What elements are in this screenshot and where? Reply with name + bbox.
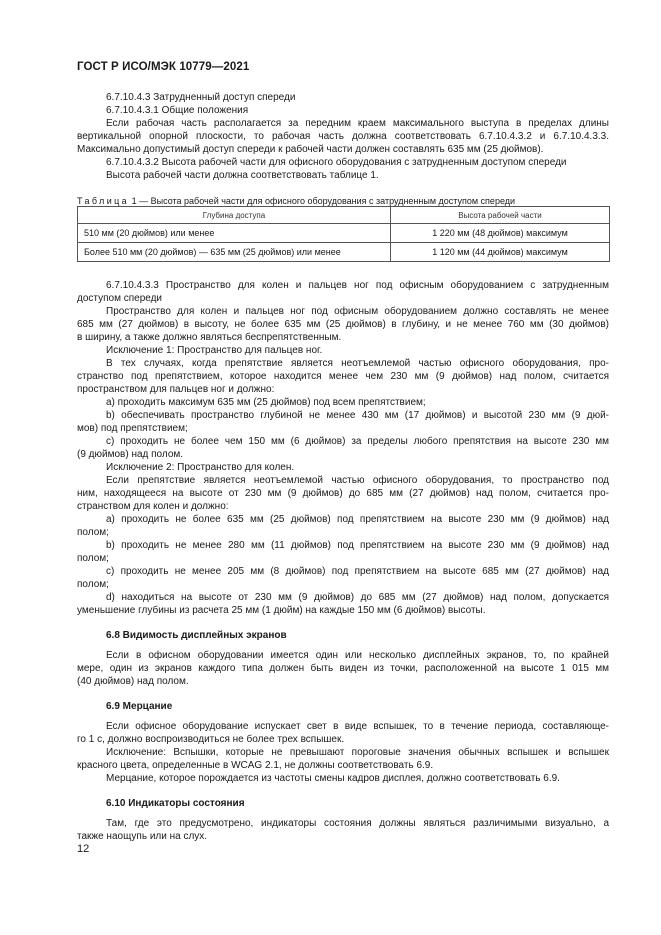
table-cell: 510 мм (20 дюймов) или менее [78, 224, 391, 243]
text-line: Если в офисном оборудовании имеется один или несколько дисплейных экранов, то, по крайней [106, 650, 609, 661]
text-line: Мерцание, которое порождается из частоты смены кадров дисплея, должно соответствовать 6.9. [106, 773, 560, 784]
text-line: также наощупь или на слух. [77, 831, 208, 842]
table-header-row [78, 207, 610, 224]
text-line: Высота рабочей части должна соответствовать таблице 1. [106, 170, 379, 181]
text-line: полом; [77, 553, 109, 564]
text-line: Если препятствие является неотъемлемой частью офисного оборудования, то пространство под [106, 475, 609, 486]
text-line: странством для колен и должно: [77, 501, 229, 512]
table-header-cell: Высота рабочей части [391, 207, 610, 224]
text-line: мере, один из экранов каждого типа должен быть виден из точки, расположенной на высоте 1 015 мм [77, 663, 609, 674]
table-caption-text: 1 — Высота рабочей части для офисного оборудования с затрудненным доступом спереди [131, 196, 516, 206]
document-header: ГОСТ Р ИСО/МЭК 10779—2021 [77, 61, 250, 73]
section-heading: 6.10 Индикаторы состояния [106, 798, 245, 809]
table-row [78, 224, 610, 243]
section-heading: 6.8 Видимость дисплейных экранов [106, 630, 287, 641]
text-line: Исключение 1: Пространство для пальцев ног. [106, 345, 323, 356]
list-item: c) проходить не менее 205 мм (8 дюймов) под препятствием на высоте 685 мм (27 дюймов) над [106, 566, 609, 577]
text-line: доступом спереди [77, 293, 163, 304]
text-line: в ширину, а также должно являться беспрепятственным. [77, 332, 342, 343]
text-line: Исключение: Вспышки, которые не превышают пороговые значения обычных вспышек и вспышек [106, 747, 609, 758]
list-item: d) находиться на высоте от 230 мм (9 дюймов) до 685 мм (27 дюймов) над полом, допускается [106, 592, 609, 603]
text-line: вертикальной опорной плоскости, то рабочая часть должна соответствовать 6.7.10.4.3.2 и 6.7.10.4.3.3. [77, 131, 609, 142]
list-item: b) проходить не менее 280 мм (11 дюймов) под препятствием на высоте 230 мм (9 дюймов) над [106, 540, 609, 551]
text-line: Там, где это предусмотрено, индикаторы состояния должны являться различимыми визуально, а [106, 818, 609, 829]
text-line: странство под препятствием, которое находится менее чем 230 мм (9 дюймов) над полом, считается [77, 371, 609, 382]
text-line: красного цвета, определенные в WCAG 2.1, не должны соответствовать 6.9. [77, 760, 434, 771]
subsection-heading: 6.7.10.4.3.3 Пространство для колен и пальцев ног под офисным оборудованием с затрудненным [106, 280, 609, 291]
text-line: Если рабочая часть располагается за передним краем максимального выступа в пределах длины [106, 118, 609, 129]
table-caption-word: Таблица [77, 196, 130, 206]
text-line: полом; [77, 579, 109, 590]
text-line: В тех случаях, когда препятствие является неотъемлемой частью офисного оборудования, про- [106, 358, 609, 369]
text-line: го 1 с, должно воспроизводиться не более трех вспышек. [77, 734, 345, 745]
text-line: пространством для пальцев ног и должно: [77, 384, 275, 395]
text-line: ним, находящееся на высоте от 230 мм (9 дюймов) до 685 мм (27 дюймов) над полом, считается про- [77, 488, 609, 499]
text-line: мов) под препятствием; [77, 423, 188, 434]
text-line: Максимально допустимый доступ спереди к рабочей части должен составлять 635 мм (25 дюймов). [77, 144, 544, 155]
text-line: Пространство для колен и пальцев ног под офисным оборудованием должно составлять не менее [106, 306, 609, 317]
text-line: 685 мм (27 дюймов) в высоту, не более 635 мм (25 дюймов) в глубину, и не менее 760 мм (30 дюймов) [77, 319, 609, 330]
table-caption [77, 196, 515, 206]
table-cell: 1 120 мм (44 дюймов) максимум [391, 243, 610, 262]
table-cell: Более 510 мм (20 дюймов) — 635 мм (25 дюймов) или менее [78, 243, 391, 262]
text-line: Если офисное оборудование испускает свет в виде вспышек, то в течение периода, составляюще- [106, 721, 609, 732]
height-table [77, 206, 610, 262]
table-cell: 1 220 мм (48 дюймов) максимум [391, 224, 610, 243]
text-line: (9 дюймов) над полом. [77, 449, 184, 460]
page-number: 12 [77, 843, 90, 855]
table-row [78, 243, 610, 262]
text-line: уменьшение глубины из расчета 25 мм (1 дюйм) на каждые 150 мм (6 дюймов) высоты. [77, 605, 486, 616]
text-line: (40 дюймов) над полом. [77, 676, 189, 687]
subsection-heading: 6.7.10.4.3 Затрудненный доступ спереди [106, 92, 296, 103]
list-item: a) проходить максимум 635 мм (25 дюймов) под всем препятствием; [106, 397, 426, 408]
list-item: a) проходить не более 635 мм (25 дюймов) под препятствием на высоте 230 мм (9 дюймов) над [106, 514, 609, 525]
subsection-heading: 6.7.10.4.3.2 Высота рабочей части для офисного оборудования с затрудненным доступом спереди [106, 157, 567, 168]
table-header-cell: Глубина доступа [78, 207, 391, 224]
section-heading: 6.9 Мерцание [106, 701, 173, 712]
list-item: b) обеспечивать пространство глубиной не менее 430 мм (17 дюймов) и высотой 230 мм (9 дюй- [106, 410, 609, 421]
subsection-heading: 6.7.10.4.3.1 Общие положения [106, 105, 249, 116]
text-line: Исключение 2: Пространство для колен. [106, 462, 295, 473]
list-item: c) проходить не более чем 150 мм (6 дюймов) за пределы любого препятствия на высоте 230 мм [106, 436, 609, 447]
text-line: полом; [77, 527, 109, 538]
